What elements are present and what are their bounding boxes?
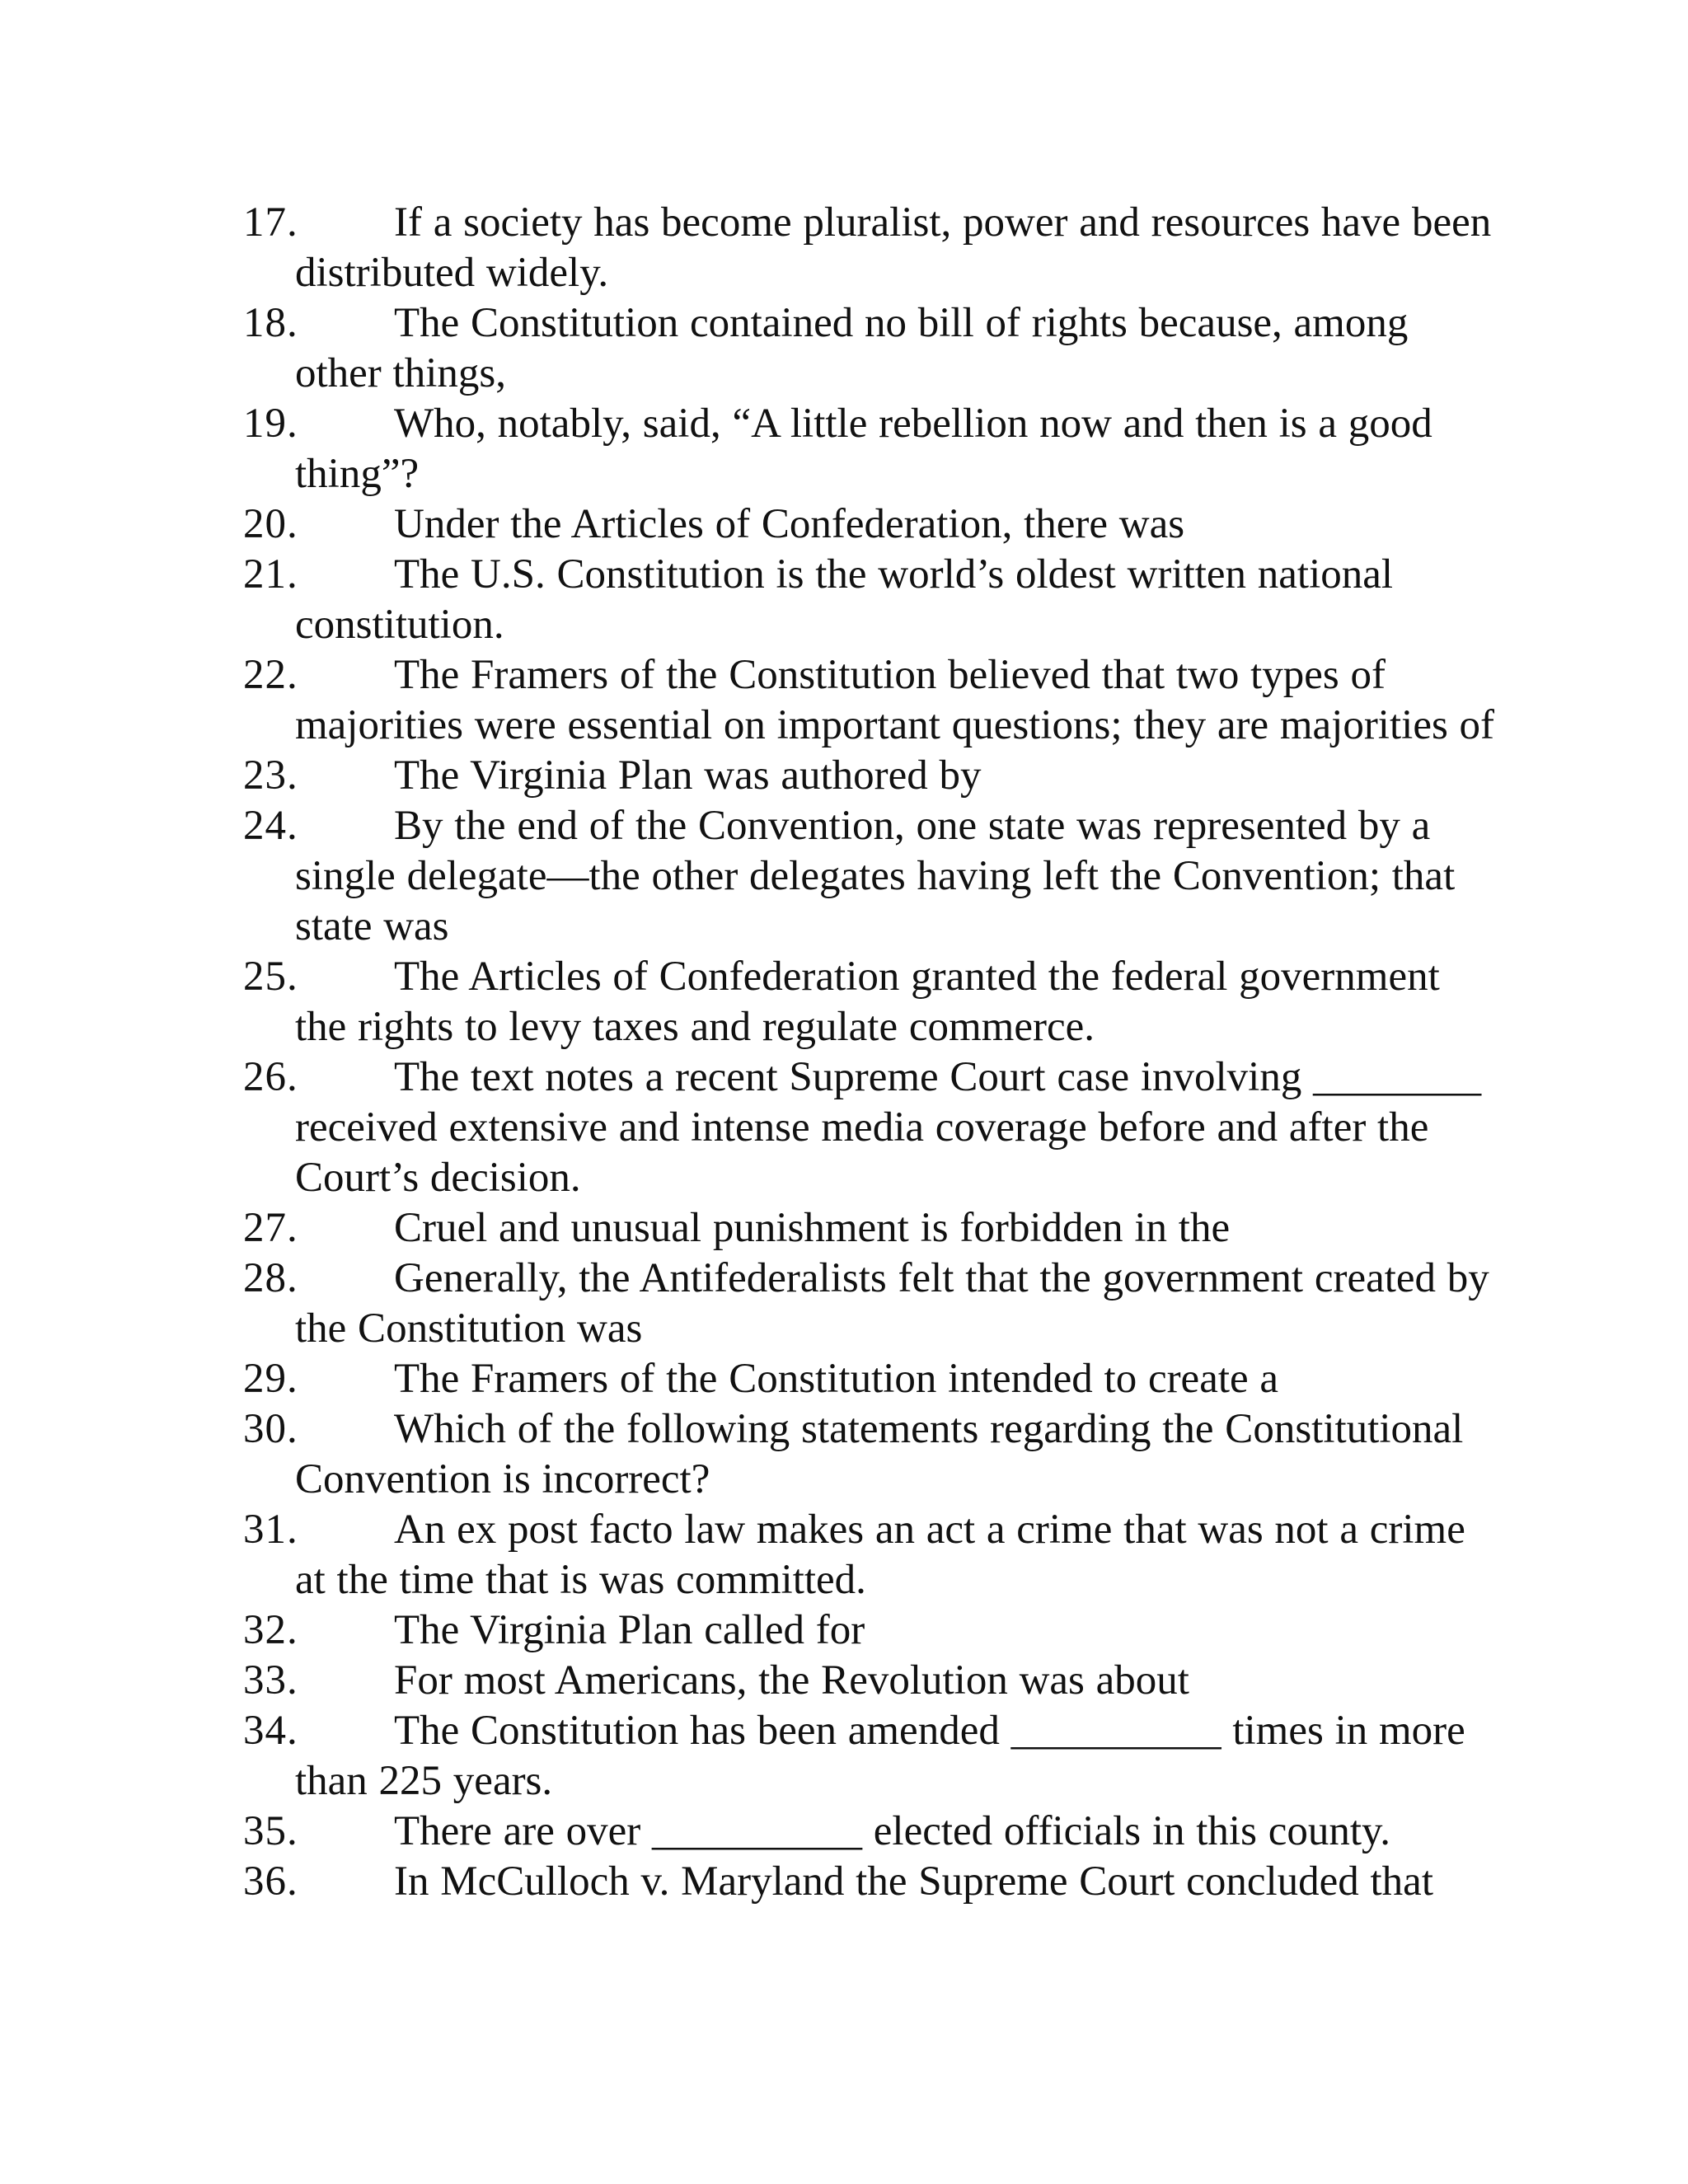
question-number: 23. bbox=[243, 752, 298, 799]
question-number: 32. bbox=[243, 1607, 298, 1653]
question-number: 25. bbox=[243, 954, 298, 1000]
question-text: The Constitution contained no bill of rights because, among other things, bbox=[295, 300, 1409, 396]
question-item bbox=[243, 1254, 1496, 1354]
question-item bbox=[243, 550, 1496, 650]
question-text: There are over __________ elected officials in this county. bbox=[394, 1808, 1390, 1854]
question-number: 19. bbox=[243, 401, 298, 447]
question-text: Who, notably, said, “A little rebellion now and then is a good thing”? bbox=[295, 401, 1432, 497]
question-number: 35. bbox=[243, 1808, 298, 1854]
question-item bbox=[243, 650, 1496, 751]
question-text: The Constitution has been amended __________ times in more than 225 years. bbox=[295, 1708, 1465, 1804]
question-number: 29. bbox=[243, 1356, 298, 1402]
question-item bbox=[243, 1605, 1496, 1656]
question-number: 21. bbox=[243, 551, 298, 598]
question-number: 31. bbox=[243, 1507, 298, 1553]
question-text: The text notes a recent Supreme Court case involving ________ received extensive and intense media coverage before and after the Court’s decision. bbox=[295, 1054, 1482, 1201]
question-number: 20. bbox=[243, 501, 298, 547]
question-item bbox=[243, 751, 1496, 801]
question-number: 30. bbox=[243, 1406, 298, 1452]
question-text: The Virginia Plan called for bbox=[394, 1607, 865, 1653]
question-text: The U.S. Constitution is the world’s oldest written national constitution. bbox=[295, 551, 1394, 648]
question-number: 26. bbox=[243, 1054, 298, 1100]
question-list bbox=[243, 198, 1496, 1907]
question-number: 24. bbox=[243, 803, 298, 849]
question-number: 17. bbox=[243, 199, 298, 246]
question-number: 18. bbox=[243, 300, 298, 346]
question-text: If a society has become pluralist, power and resources have been distributed widely. bbox=[295, 199, 1492, 296]
question-item bbox=[243, 1203, 1496, 1254]
question-text: An ex post facto law makes an act a crime that was not a crime at the time that is was committed. bbox=[295, 1507, 1465, 1603]
question-text: The Articles of Confederation granted the federal government the rights to levy taxes and regulate commerce. bbox=[295, 954, 1440, 1050]
question-item bbox=[243, 1354, 1496, 1404]
question-item bbox=[243, 499, 1496, 550]
question-item bbox=[243, 1656, 1496, 1706]
question-number: 34. bbox=[243, 1708, 298, 1754]
question-number: 28. bbox=[243, 1255, 298, 1301]
question-number: 36. bbox=[243, 1858, 298, 1905]
question-text: For most Americans, the Revolution was about bbox=[394, 1657, 1189, 1704]
question-item bbox=[243, 399, 1496, 499]
question-item bbox=[243, 952, 1496, 1052]
question-item bbox=[243, 1052, 1496, 1203]
question-text: The Framers of the Constitution believed that two types of majorities were essential on important questions; they are majorities of bbox=[295, 652, 1495, 748]
question-item bbox=[243, 198, 1496, 298]
question-text: The Virginia Plan was authored by bbox=[394, 752, 982, 799]
question-item bbox=[243, 1505, 1496, 1605]
question-item bbox=[243, 1857, 1496, 1907]
question-number: 27. bbox=[243, 1205, 298, 1251]
question-text: Generally, the Antifederalists felt that the government created by the Constitution was bbox=[295, 1255, 1489, 1352]
question-item bbox=[243, 1706, 1496, 1807]
question-number: 33. bbox=[243, 1657, 298, 1704]
question-text: Which of the following statements regarding the Constitutional Convention is incorrect? bbox=[295, 1406, 1464, 1502]
question-item bbox=[243, 801, 1496, 952]
question-item bbox=[243, 1404, 1496, 1505]
question-item bbox=[243, 1807, 1496, 1857]
question-text: Cruel and unusual punishment is forbidden in the bbox=[394, 1205, 1231, 1251]
question-item bbox=[243, 298, 1496, 399]
question-text: In McCulloch v. Maryland the Supreme Court concluded that bbox=[394, 1858, 1433, 1905]
question-text: By the end of the Convention, one state was represented by a single delegate—the other delegates having left the Convention; that state was bbox=[295, 803, 1456, 949]
question-text: The Framers of the Constitution intended to create a bbox=[394, 1356, 1279, 1402]
question-number: 22. bbox=[243, 652, 298, 698]
question-text: Under the Articles of Confederation, there was bbox=[394, 501, 1185, 547]
